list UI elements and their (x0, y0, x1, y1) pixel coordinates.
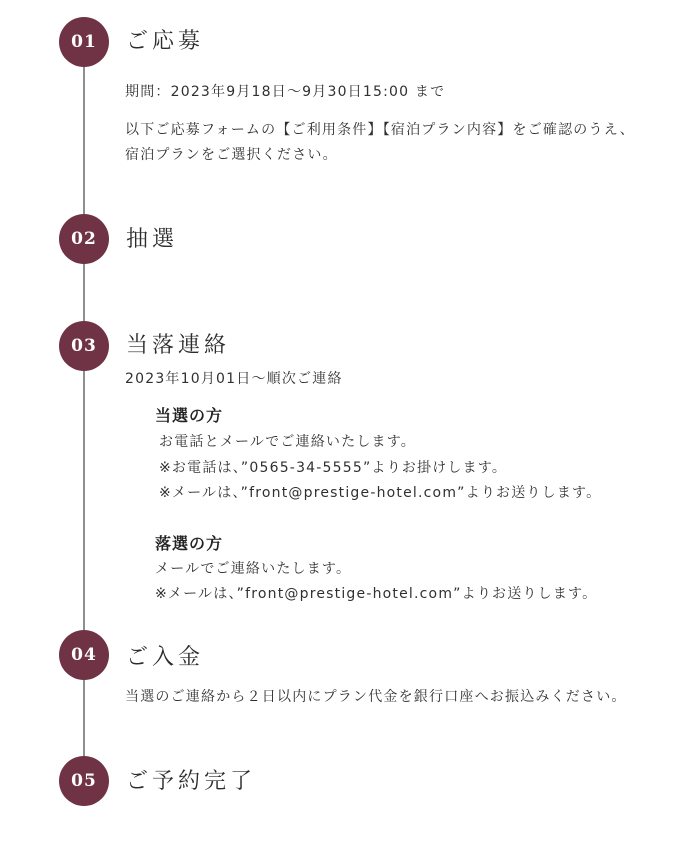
loser-contact-line-2: ※メールは、”front@prestige-hotel.com”よりお送りします。 (155, 586, 598, 602)
result-contact-date: 2023年10月01日〜順次ご連絡 (125, 371, 343, 387)
winner-contact-line-3: ※メールは、”front@prestige-hotel.com”よりお送りします。 (159, 485, 602, 501)
step-title: ご応募 (126, 29, 205, 54)
step-number-badge: 02 (59, 214, 109, 264)
step-number-badge: 04 (59, 630, 109, 680)
application-period: 期間：2023年9月18日〜9月30日15:00 まで (125, 84, 446, 100)
winner-heading: 当選の方 (155, 406, 224, 425)
step-title: 当落連絡 (126, 333, 231, 358)
winner-contact-line-1: お電話とメールでご連絡いたします。 (159, 434, 416, 450)
step-title: ご入金 (126, 645, 205, 670)
application-instruction-line-2: 宿泊プランをご選択ください。 (125, 147, 338, 163)
winner-contact-line-2: ※お電話は、”0565-34-5555”よりお掛けします。 (159, 460, 508, 476)
loser-heading: 落選の方 (155, 534, 224, 553)
payment-instruction: 当選のご連絡から２日以内にプラン代金を銀行口座へお振込みください。 (125, 689, 627, 705)
application-instruction-line-1: 以下ご応募フォームの【ご利用条件】【宿泊プラン内容】をご確認のうえ、 (125, 122, 635, 138)
step-number-badge: 05 (59, 756, 109, 806)
step-title: ご予約完了 (126, 769, 257, 794)
step-number-badge: 01 (59, 17, 109, 67)
loser-contact-line-1: メールでご連絡いたします。 (155, 561, 352, 577)
step-number-badge: 03 (59, 321, 109, 371)
step-title: 抽選 (126, 227, 179, 252)
